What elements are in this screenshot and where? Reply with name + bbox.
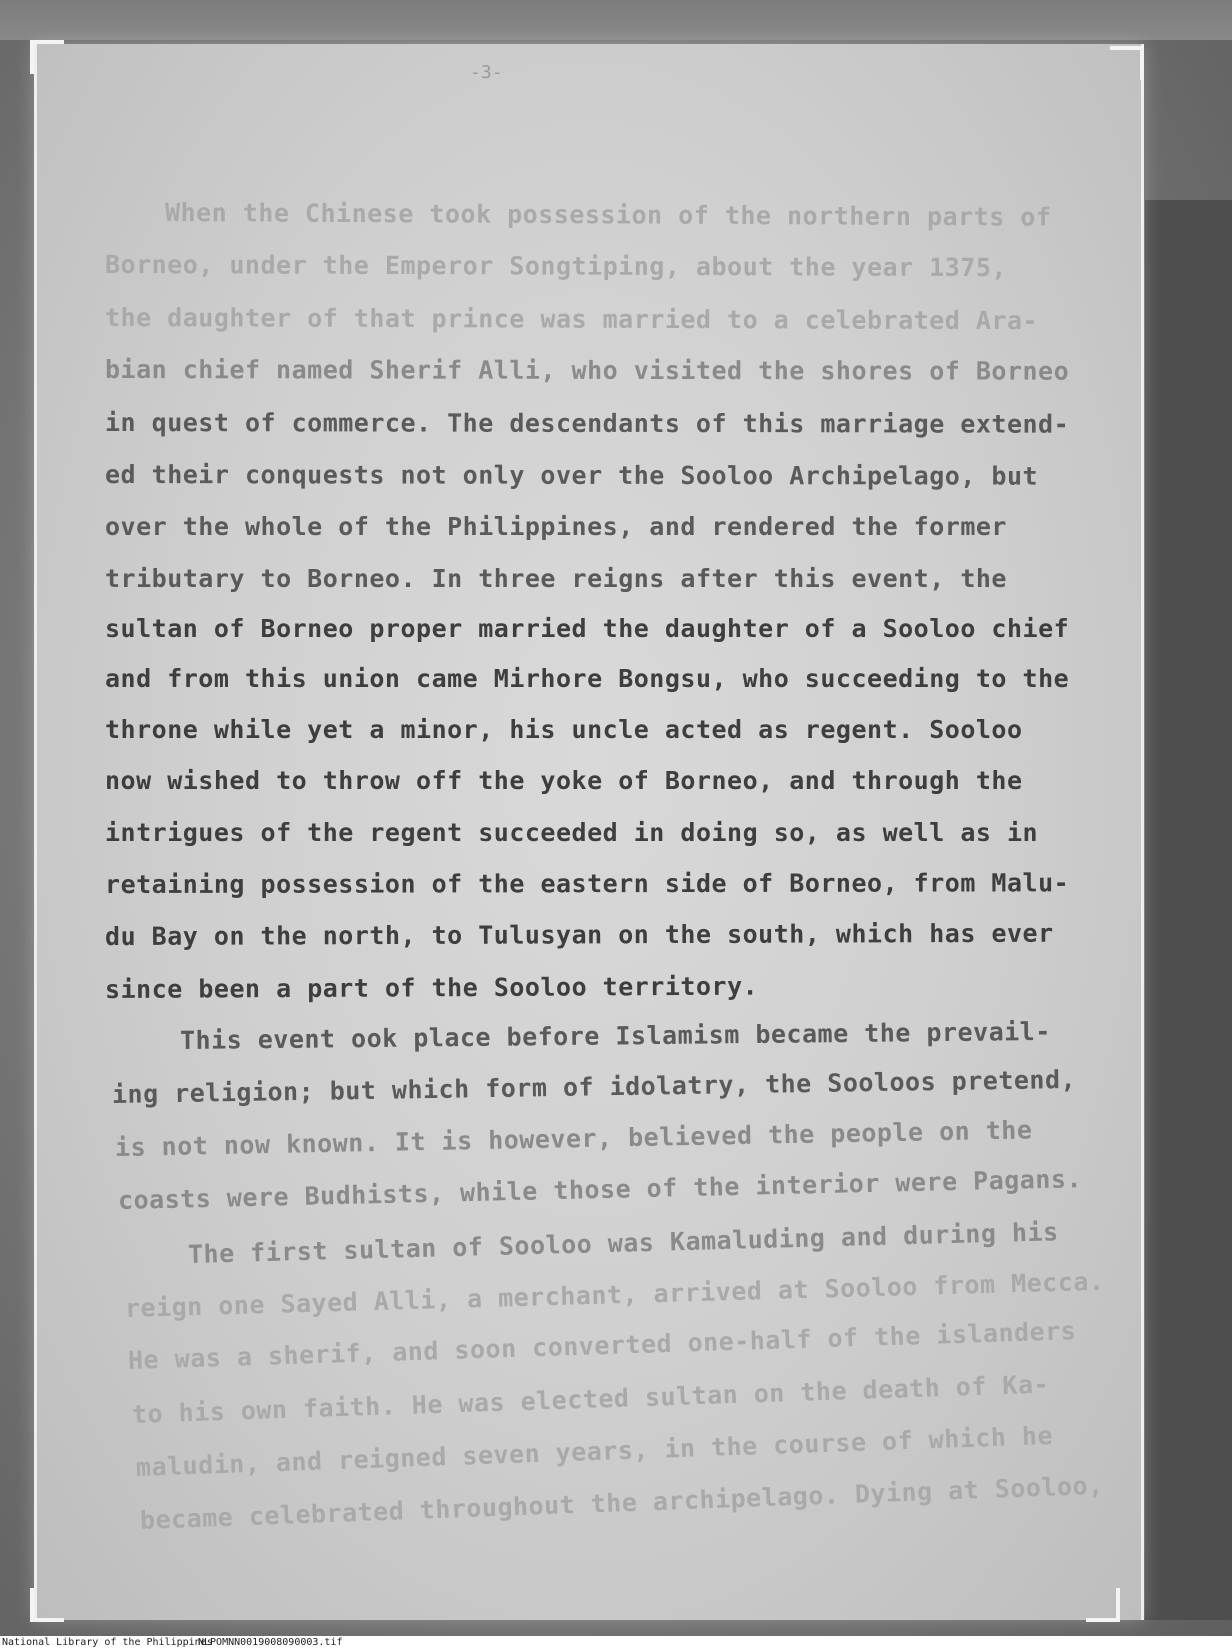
scan-footer	[0, 1636, 1232, 1650]
text-line: retaining possession of the eastern side of Borneo, from Malu-	[104, 868, 1070, 899]
text-line: and from this union came Mirhore Bongsu, who succeeding to the	[105, 664, 1070, 693]
text-line: ing religion; but which form of idolatry, the Sooloos pretend,	[111, 1064, 1077, 1109]
text-line: When the Chinese took possession of the northern parts of	[164, 198, 1052, 232]
text-line: since been a part of the Sooloo territory.	[104, 971, 759, 1004]
text-line: du Bay on the north, to Tulusyan on the south, which has ever	[104, 918, 1054, 951]
text-line: tributary to Borneo. In three reigns after this event, the	[105, 564, 1007, 593]
file-identifier: NLPOMNN0019008090003.tif	[198, 1637, 343, 1648]
page-corner-top-left	[30, 40, 64, 74]
text-line: now wished to throw off the yoke of Borneo, and through the	[105, 766, 1023, 795]
text-line: in quest of commerce. The descendants of this marriage extend-	[104, 408, 1070, 439]
text-line: throne while yet a minor, his uncle acted as regent. Sooloo	[105, 715, 1023, 744]
library-credit: National Library of the Philippines	[2, 1637, 213, 1648]
text-line: ed their conquests not only over the Sooloo Archipelago, but	[104, 460, 1039, 491]
text-line: coasts were Budhists, while those of the interior were Pagans.	[117, 1164, 1083, 1215]
text-line: bian chief named Sherif Alli, who visited the shores of Borneo	[104, 355, 1070, 386]
text-line: intrigues of the regent succeeded in doing so, as well as in	[105, 818, 1039, 847]
text-line: The first sultan of Sooloo was Kamaluding and during his	[187, 1217, 1059, 1269]
text-line: sultan of Borneo proper married the daughter of a Sooloo chief	[105, 614, 1070, 643]
text-line: He was a sherif, and soon converted one-half of the islanders	[127, 1316, 1077, 1375]
text-line: the daughter of that prince was married to a celebrated Ara-	[104, 303, 1039, 336]
text-line: maludin, and reigned seven years, in the course of which he	[135, 1420, 1054, 1482]
text-line: reign one Sayed Alli, a merchant, arrived at Sooloo from Mecca.	[124, 1266, 1105, 1323]
text-line: This event ook place before Islamism became the prevail-	[179, 1016, 1051, 1055]
text-line: over the whole of the Philippines, and rendered the former	[105, 512, 1007, 541]
scan-top-edge	[0, 0, 1232, 40]
text-line: is not now known. It is however, believed the people on the	[114, 1115, 1033, 1162]
text-line: Borneo, under the Emperor Songtiping, about the year 1375,	[104, 250, 1008, 283]
scan-right-edge	[1145, 200, 1232, 1620]
page-corner-top-right	[1110, 46, 1144, 80]
page-number: -3-	[470, 62, 503, 83]
page-corner-bottom-right	[1086, 1588, 1120, 1622]
text-line: became celebrated throughout the archipelago. Dying at Sooloo,	[139, 1470, 1105, 1535]
page-corner-bottom-left	[30, 1588, 64, 1622]
text-line: to his own faith. He was elected sultan on the death of Ka-	[131, 1369, 1050, 1429]
